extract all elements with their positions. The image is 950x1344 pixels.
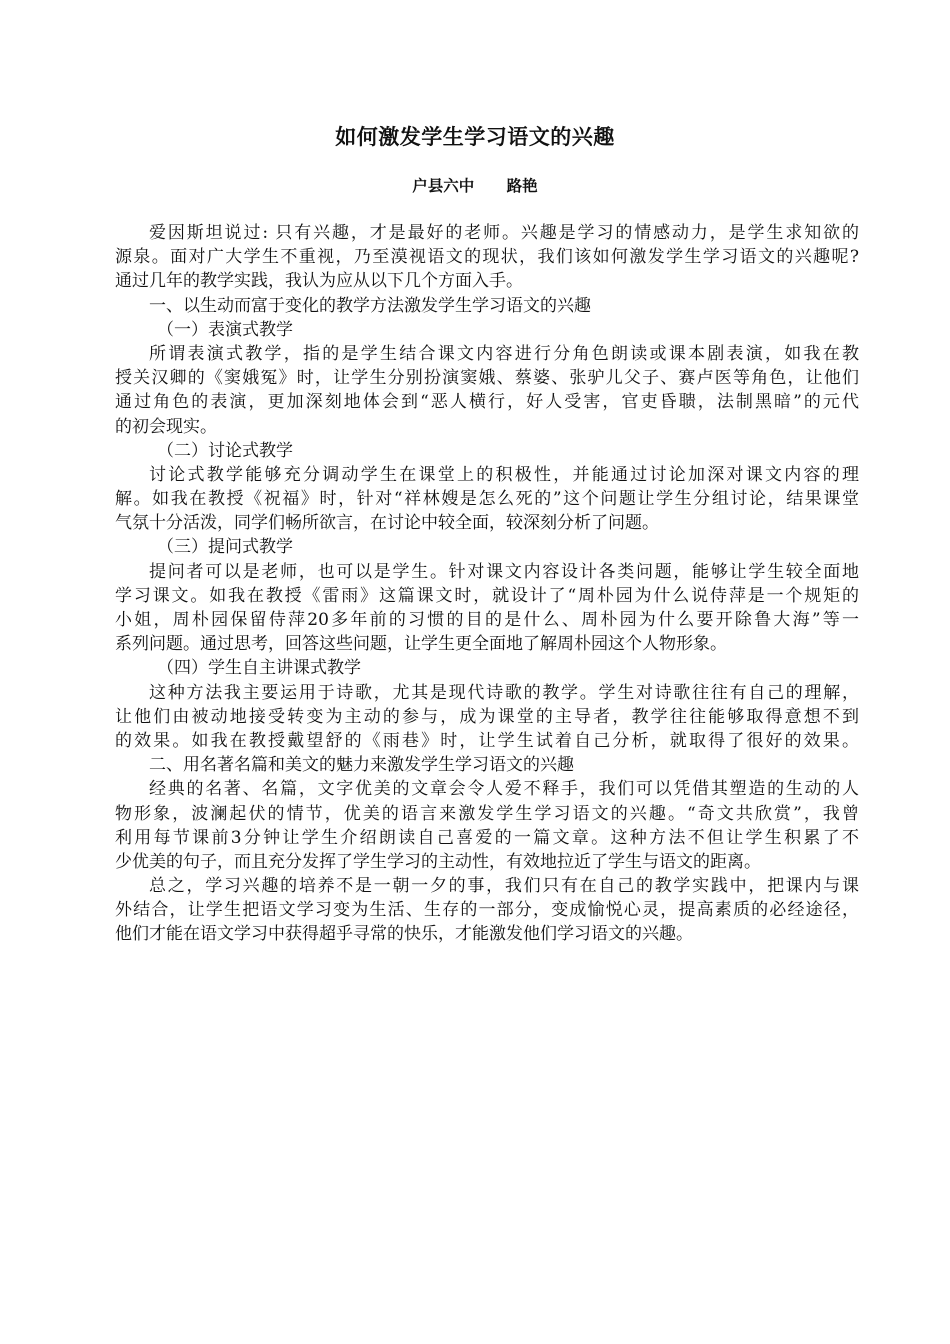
text-line: 提问者可以是老师，也可以是学生。针对课文内容设计各类问题，能够让学生较全面地 (149, 561, 859, 582)
text-line: 的效果。如我在教授戴望舒的《雨巷》时，让学生试着自己分析，就取得了很好的效果。 (115, 730, 859, 751)
text-line: （二）讨论式教学 (157, 440, 293, 461)
text-line: 经典的名著、名篇，文字优美的文章会令人爱不释手，我们可以凭借其塑造的生动的人 (149, 779, 859, 800)
text-line: 物形象，波澜起伏的情节，优美的语言来激发学生学习语文的兴趣。“奇文共欣赏”，我曾 (115, 803, 859, 824)
text-line: 的初会现实。 (115, 416, 217, 437)
text-line: 学习课文。如我在教授《雷雨》这篇课文时，就设计了“周朴园为什么说侍萍是一个规矩的 (115, 585, 859, 606)
text-line: 气氛十分活泼，同学们畅所欲言，在讨论中较全面，较深刻分析了问题。 (115, 513, 659, 534)
text-line: 外结合，让学生把语文学习变为生活、生存的一部分，变成愉悦心灵，提高素质的必经途径， (115, 900, 859, 921)
text-line: 少优美的句子，而且充分发挥了学生学习的主动性，有效地拉近了学生与语文的距离。 (115, 851, 761, 872)
text-line: 系列问题。通过思考，回答这些问题，让学生更全面地了解周朴园这个人物形象。 (115, 634, 727, 655)
text-line: （一）表演式教学 (157, 319, 293, 340)
text-line: 一、以生动而富于变化的教学方法激发学生学习语文的兴趣 (149, 295, 591, 316)
text-line: 爱因斯坦说过: 只有兴趣，才是最好的老师。兴趣是学习的情感动力，是学生求知欲的 (149, 223, 859, 243)
text-line: 讨论式教学能够充分调动学生在课堂上的积极性，并能通过讨论加深对课文内容的理 (149, 464, 859, 485)
text-line: 通过几年的教学实践，我认为应从以下几个方面入手。 (115, 271, 523, 292)
author-line: 户县六中 路艳 (412, 176, 538, 195)
text-line: （四）学生自主讲课式教学 (157, 658, 361, 679)
text-line: 小姐，周朴园保留侍萍20多年前的习惯的目的是什么、周朴园为什么要开除鲁大海”等一 (115, 610, 859, 630)
text-line: 二、用名著名篇和美文的魅力来激发学生学习语文的兴趣 (149, 755, 574, 776)
text-line: 源泉。面对广大学生不重视，乃至漠视语文的现状，我们该如何激发学生学习语文的兴趣呢? (115, 247, 859, 268)
text-line: （三）提问式教学 (157, 537, 293, 558)
text-line: 他们才能在语文学习中获得超乎寻常的快乐，才能激发他们学习语文的兴趣。 (115, 924, 693, 945)
text-line: 总之，学习兴趣的培养不是一朝一夕的事，我们只有在自己的教学实践中，把课内与课 (149, 876, 859, 897)
text-line: 解。如我在教授《祝福》时，针对“祥林嫂是怎么死的”这个问题让学生分组讨论，结果课堂 (115, 489, 859, 510)
text-line: 授关汉卿的《窦娥冤》时，让学生分别扮演窦娥、蔡婆、张驴儿父子、赛卢医等角色，让他们 (115, 368, 859, 389)
text-line: 利用每节课前3分钟让学生介绍朗读自己喜爱的一篇文章。这种方法不但让学生积累了不 (115, 827, 859, 848)
page-title: 如何激发学生学习语文的兴趣 (335, 124, 615, 149)
text-line: 所谓表演式教学，指的是学生结合课文内容进行分角色朗读或课本剧表演，如我在教 (149, 343, 859, 364)
text-line: 通过角色的表演，更加深刻地体会到“恶人横行，好人受害，官吏昏聩，法制黑暗”的元代 (115, 392, 859, 413)
text-line: 让他们由被动地接受转变为主动的参与，成为课堂的主导者，教学往往能够取得意想不到 (115, 706, 859, 727)
document-body (115, 221, 859, 947)
text-line: 这种方法我主要运用于诗歌，尤其是现代诗歌的教学。学生对诗歌往往有自己的理解， (149, 682, 859, 703)
